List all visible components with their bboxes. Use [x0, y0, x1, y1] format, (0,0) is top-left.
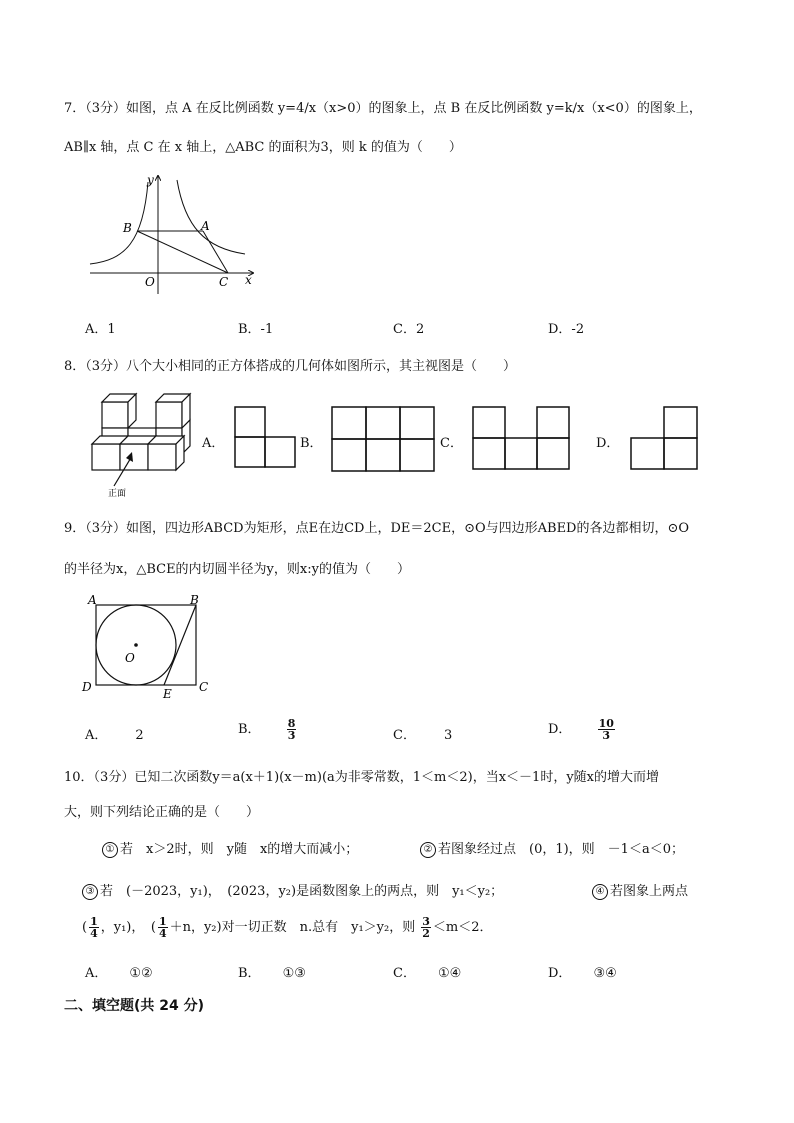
q7-line1: 7．（3分）如图，点 A 在反比例函数 y=4/x（x>0）的图象上，点 B 在反比例函数 y=k/x（x<0）的图象上，: [64, 101, 702, 116]
q9-line2: 的半径为x，△BCE的内切圆半径为y，则x:y的值为（ ）: [64, 562, 410, 577]
q7-label-A: A: [201, 219, 210, 233]
q10-line1: 10．（3分）已知二次函数y＝a(x＋1)(x－m)(a为非零常数，1＜m＜2)，当x＜－1时，y随x的增大而增: [64, 770, 659, 785]
q9-label-E: E: [163, 687, 172, 701]
q7-label-y: y: [147, 173, 154, 187]
q9-label-D: D: [82, 680, 92, 694]
q8-option-c-letter: C．: [440, 436, 463, 451]
q7-option-a: A．1: [85, 322, 116, 337]
q8-option-d-view: [630, 406, 698, 470]
q9-label-B: B: [190, 593, 199, 607]
q7-option-d: D．-2: [548, 322, 585, 337]
q9-option-c: C． 3: [393, 728, 453, 743]
q9-label-C: C: [199, 680, 209, 694]
q8-option-b-view: [331, 406, 435, 472]
q7-line2: AB∥x 轴，点 C 在 x 轴上，△ABC 的面积为3，则 k 的值为（ ）: [64, 140, 462, 155]
q8-solid-figure: [88, 390, 193, 500]
q7-option-b: B．-1: [238, 322, 274, 337]
q10-option-a: A． ①②: [85, 966, 153, 981]
q8-front-label: 正面: [108, 489, 127, 499]
q9-option-d: D． $\frac{10}{3}$: [548, 717, 614, 742]
q10-option-c: C． ①④: [393, 966, 462, 981]
q7-label-O: O: [145, 275, 155, 289]
q8-line1: 8．（3分）八个大小相同的正方体搭成的几何体如图所示，其主视图是（ ）: [64, 359, 517, 374]
q10-option-b: B． ①③: [238, 966, 306, 981]
q7-option-c: C．2: [393, 322, 425, 337]
q8-option-a-letter: A．: [202, 436, 225, 451]
q10-line2: 大，则下列结论正确的是（ ）: [64, 805, 260, 820]
q9-line1: 9．（3分）如图，四边形ABCD为矩形，点E在边CD上，DE＝2CE，⊙O与四边形ABED的各边都相切，⊙O: [64, 521, 690, 536]
q7-label-x: x: [245, 273, 252, 287]
q9-label-A: A: [88, 593, 97, 607]
q9-option-a: A． 2: [85, 728, 144, 743]
q10-statement-4: ④ 若图象上两点: [592, 880, 688, 900]
q7-label-B: B: [123, 221, 132, 235]
section-2-heading: 二、填空题(共 24 分): [64, 998, 205, 1014]
q10-statement-4-cont: ( $\frac{1}{4}$ ，y₁)， ( $\frac{1}{4}$ ＋n，y₂)对一切正数 n.总有 y₁＞y₂，则 $\frac{3}{2}$ ＜m＜2．: [82, 915, 493, 940]
q7-label-C: C: [219, 275, 229, 289]
q8-option-a-view: [234, 406, 296, 468]
q8-option-c-view: [472, 406, 570, 470]
q7-figure: [85, 172, 265, 297]
q9-option-b: B． $\frac{8}{3}$: [238, 717, 296, 742]
q10-option-d: D． ③④: [548, 966, 617, 981]
q10-statement-3: ③ 若 (－2023，y₁)， (2023，y₂)是函数图象上的两点，则 y₁＜y₂；: [82, 880, 503, 900]
q8-option-d-letter: D．: [596, 436, 620, 451]
q10-statement-1: ① 若 x＞2时，则 y随 x的增大而减小；: [102, 838, 358, 858]
q10-statement-2: ② 若图象经过点 (0，1)，则 －1＜a＜0；: [420, 838, 684, 858]
q9-figure: [80, 592, 215, 702]
q9-label-O: O: [125, 651, 135, 665]
q8-option-b-letter: B．: [300, 436, 323, 451]
